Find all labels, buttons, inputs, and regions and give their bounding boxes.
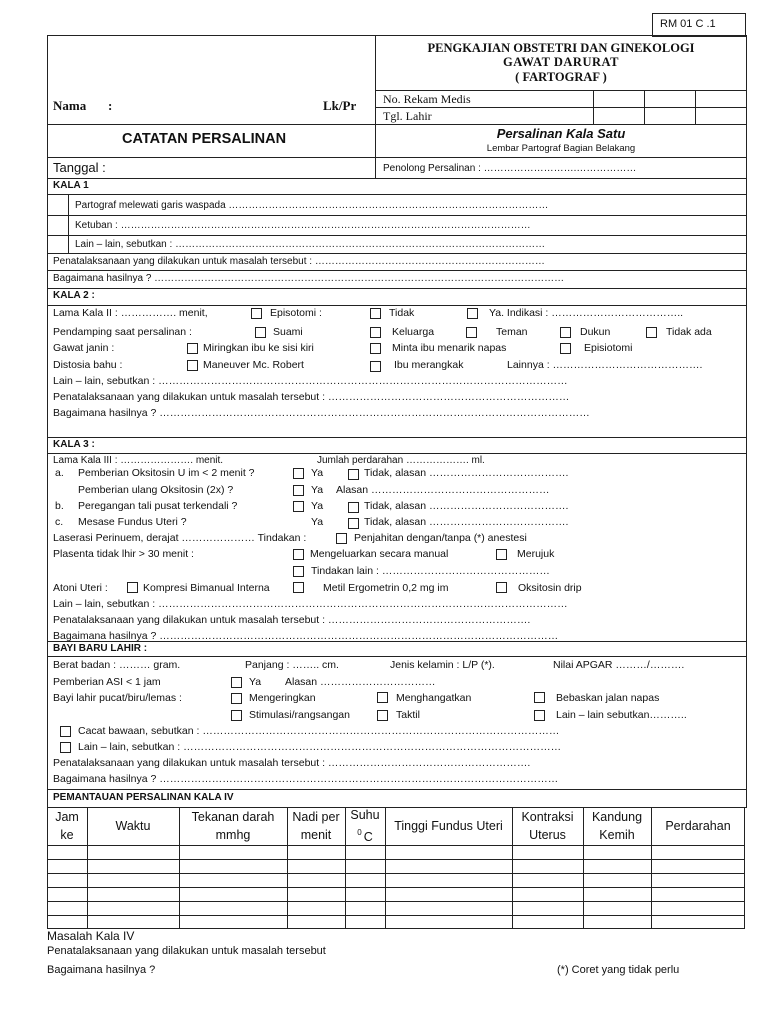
bayi-panjang: Panjang : …….. cm. (245, 659, 339, 671)
col-nadi-header (287, 807, 345, 845)
col-tekanan-line2: mmhg (215, 828, 251, 842)
kala2-title: KALA 2 : (53, 290, 95, 301)
kala2-keluarga: Keluarga (392, 326, 435, 338)
tanggal-label: Tanggal : (53, 160, 106, 175)
bayi-lain-checkbox[interactable] (534, 710, 545, 721)
penjahitan-checkbox[interactable] (336, 533, 347, 544)
bayi-asi-ya: Ya (249, 676, 262, 688)
kala2-tidak-ada: Tidak ada (666, 326, 712, 338)
kala1-lain: Lain – lain, sebutkan : ………………………………………………………………………………………………… (75, 239, 546, 250)
kala2-hasil: Bagaimana hasilnya ? …………………………………………………………………………………………………………… (53, 407, 590, 419)
kala3-lama: Lama Kala III : …………………. menit. (53, 455, 224, 466)
catatan-persalinan-title: CATATAN PERSALINAN (122, 131, 287, 147)
form-title-3: ( FARTOGRAF ) (515, 70, 607, 84)
nama-label: Nama (53, 98, 87, 113)
kala2-lainnya: Lainnya : ……………………………………. (507, 359, 703, 371)
kala2-minta-napas: Minta ibu menarik napas (392, 342, 507, 354)
kala2-distosia: Distosia bahu : (53, 359, 123, 371)
kala1-check-3[interactable] (48, 236, 68, 253)
form-title-2: GAWAT DARURAT (503, 55, 619, 69)
stimulasi-checkbox[interactable] (231, 710, 242, 721)
col-jam-line1: Jam (55, 810, 79, 824)
kala3-manual: Mengeluarkan secara manual (310, 548, 449, 560)
col-jam-header (47, 807, 87, 845)
kala2-miringkan: Miringkan ibu ke sisi kiri (203, 342, 314, 354)
cacat-checkbox[interactable] (60, 726, 71, 737)
kala2-lain: Lain – lain, sebutkan : ……………………………………………………………………………………………………… (53, 375, 568, 387)
kala3-kompresi: Kompresi Bimanual Interna (143, 582, 270, 594)
kala3-penatalaksanaan: Penatalaksanaan yang dilakukan untuk masalah tersebut : …………………………………………………. (53, 614, 531, 626)
kala2-pendamping: Pendamping saat persalinan : (53, 326, 192, 338)
oksitosin-ya-checkbox[interactable] (293, 468, 304, 479)
bayi-pucat: Bayi lahir pucat/biru/lemas : (53, 692, 182, 704)
kala2-ya-indikasi: Ya. Indikasi : ……………………………….. (489, 307, 684, 319)
kala3-title: KALA 3 : (53, 439, 95, 450)
form-title-1: PENGKAJIAN OBSTETRI DAN GINEKOLOGI (427, 41, 695, 55)
kala3-a-text: Pemberian Oksitosin U im < 2 menit ? (78, 467, 255, 479)
footer-penatalaksanaan: Penatalaksanaan yang dilakukan untuk masalah tersebut (47, 945, 326, 957)
bayi-penatalaksanaan: Penatalaksanaan yang dilakukan untuk masalah tersebut : …………………………………………………. (53, 757, 531, 769)
bayi-lain-sebutkan: Lain – lain sebutkan……….. (556, 709, 687, 721)
col-suhu-sup: 0 (357, 828, 362, 838)
col-tinggi-label: Tinggi Fundus Uteri (394, 819, 503, 833)
col-suhu-unit: C (363, 829, 373, 844)
kala2-episiotomi: Episotomi : (270, 307, 322, 319)
kala3-atoni: Atoni Uteri : (53, 582, 108, 594)
kala2-episiotomi-2: Episiotomi (584, 342, 633, 354)
ulang-ya-checkbox[interactable] (293, 485, 304, 496)
minta-napas-checkbox[interactable] (370, 343, 381, 354)
col-jam-line2: ke (60, 828, 74, 842)
kala3-a-label: a. (55, 467, 64, 479)
metil-checkbox[interactable] (293, 582, 304, 593)
dukun-checkbox[interactable] (560, 327, 571, 338)
kala3-ulang-alasan: Alasan …………………………………………… (336, 484, 550, 496)
episiotomi-tidak-checkbox[interactable] (370, 308, 381, 319)
kompresi-checkbox[interactable] (127, 582, 138, 593)
peregangan-ya-checkbox[interactable] (293, 501, 304, 512)
tidak-ada-checkbox[interactable] (646, 327, 657, 338)
col-kontraksi-header (512, 807, 583, 845)
miringkan-checkbox[interactable] (187, 343, 198, 354)
bebaskan-checkbox[interactable] (534, 692, 545, 703)
col-perdarahan-label: Perdarahan (665, 819, 731, 833)
episiotomi-ya-checkbox[interactable] (467, 308, 478, 319)
footer-masalah: Masalah Kala IV (47, 929, 135, 943)
lkpr-label: Lk/Pr (323, 98, 357, 113)
kala3-penjahitan: Penjahitan dengan/tanpa (*) anestesi (354, 532, 527, 544)
kala3-a-ya: Ya (311, 467, 324, 479)
col-kandung-header (583, 807, 651, 845)
kala2-maneuver: Maneuver Mc. Robert (203, 359, 304, 371)
episiotomi-checkbox[interactable] (251, 308, 262, 319)
col-tinggi-header (385, 807, 512, 845)
manual-checkbox[interactable] (293, 549, 304, 560)
kala3-metil: Metil Ergometrin 0,2 mg im (323, 582, 449, 594)
bayi-taktil: Taktil (396, 709, 420, 721)
ibu-merangkak-checkbox[interactable] (370, 361, 381, 372)
kala3-c-label: c. (55, 516, 64, 528)
kala3-tindakan-lain: Tindakan lain : ………………………………………… (311, 565, 550, 577)
col-waktu-header (87, 807, 179, 845)
no-rm-field-2[interactable] (645, 91, 695, 107)
kala1-title: KALA 1 (53, 180, 89, 191)
nama-colon: : (108, 98, 113, 113)
asi-ya-checkbox[interactable] (231, 677, 242, 688)
episiotomi-2-checkbox[interactable] (560, 343, 571, 354)
kala3-ulang-ya: Ya (311, 484, 324, 496)
suami-checkbox[interactable] (255, 327, 266, 338)
kala3-hasil: Bagaimana hasilnya ? …………………………………………………………………………………………………… (53, 630, 559, 642)
col-nadi-line2: menit (300, 828, 332, 842)
bayi-hasil: Bagaimana hasilnya ? …………………………………………………………………………………………………… (53, 773, 559, 785)
no-rm-field-3[interactable] (696, 91, 746, 107)
mesase-tidak-checkbox[interactable] (348, 518, 359, 529)
maneuver-checkbox[interactable] (187, 360, 198, 371)
bayi-asi-alasan: Alasan …………………………… (285, 676, 436, 688)
kala1-partograf: Partograf melewati garis waspada …………………………………………………………………………………… (75, 200, 549, 211)
kala2-tidak: Tidak (389, 307, 415, 319)
peregangan-tidak-checkbox[interactable] (348, 502, 359, 513)
footer-coret: (*) Coret yang tidak perlu (557, 964, 680, 976)
footer-hasil: Bagaimana hasilnya ? (47, 964, 156, 976)
bayi-jenis-kelamin: Jenis kelamin : L/P (*). (390, 659, 495, 671)
col-nadi-line1: Nadi per (292, 810, 340, 824)
col-tekanan-header (179, 807, 287, 845)
bayi-menghangatkan: Menghangatkan (396, 692, 472, 704)
kala3-lain: Lain – lain, sebutkan : ……………………………………………………………………………………………………… (53, 598, 568, 610)
kala3-c-text: Mesase Fundus Uteri ? (78, 516, 187, 528)
kala1-check-1[interactable] (48, 195, 68, 215)
col-tekanan-line1: Tekanan darah (191, 810, 275, 824)
kala1-ketuban: Ketuban : …………………………………………………………………………………………………………… (75, 220, 531, 231)
tgl-lahir-field[interactable] (594, 108, 746, 124)
kala3-a-tidak: Tidak, alasan …………………………………. (364, 467, 569, 479)
kala2-dukun: Dukun (580, 326, 611, 338)
kala3-c-ya: Ya (311, 516, 324, 528)
bayi-bebaskan: Bebaskan jalan napas (556, 692, 660, 704)
mengeringkan-checkbox[interactable] (231, 693, 242, 704)
menghangatkan-checkbox[interactable] (377, 692, 388, 703)
kala4-title: PEMANTAUAN PERSALINAN KALA IV (53, 792, 234, 803)
bayi-cacat: Cacat bawaan, sebutkan : ………………………………………………………………………………………… (78, 725, 560, 737)
kala2-gawat-janin: Gawat janin : (53, 342, 115, 354)
col-suhu-header (345, 807, 385, 845)
oksitosin-tidak-checkbox[interactable] (348, 469, 359, 480)
kala3-plasenta: Plasenta tidak lhir > 30 menit : (53, 548, 194, 560)
kala2-ibu-merangkak: Ibu merangkak (394, 359, 464, 371)
kala1-check-2[interactable] (48, 216, 68, 235)
kala2-penatalaksanaan: Penatalaksanaan yang dilakukan untuk masalah tersebut : …………………………………………………………… (53, 391, 570, 403)
kala-satu-title: Persalinan Kala Satu (496, 126, 626, 141)
kala2-suami: Suami (273, 326, 303, 338)
col-suhu-line2 (357, 824, 372, 845)
no-rm-field-1[interactable] (594, 91, 644, 107)
kala-satu-subtitle: Lembar Partograf Bagian Belakang (486, 143, 636, 154)
col-perdarahan-header (651, 807, 745, 845)
tanggal-field[interactable] (118, 159, 372, 177)
no-rm-label: No. Rekam Medis (383, 92, 471, 106)
bayi-stimulasi: Stimulasi/rangsangan (249, 709, 350, 721)
kala3-jumlah: Jumlah perdarahan ………………. ml. (317, 455, 485, 466)
kala3-merujuk: Merujuk (517, 548, 555, 560)
bayi-title: BAYI BARU LAHIR : (53, 643, 148, 654)
kala3-ulang: Pemberian ulang Oksitosin (2x) ? (78, 484, 234, 496)
bayi-asi: Pemberian ASI < 1 jam (53, 676, 161, 688)
oksitosin-drip-checkbox[interactable] (496, 582, 507, 593)
kala3-oksitosin-drip: Oksitosin drip (518, 582, 582, 594)
bayi-apgar: Nilai APGAR ………/………. (553, 659, 685, 671)
col-kontraksi-line1: Kontraksi (521, 810, 574, 824)
col-kandung-line1: Kandung (591, 810, 643, 824)
col-waktu-label: Waktu (115, 819, 151, 833)
kala1-hasil: Bagaimana hasilnya ? …………………………………………………………………………………………………………… (53, 273, 565, 284)
bayi-lain-2-checkbox[interactable] (60, 742, 71, 753)
taktil-checkbox[interactable] (377, 710, 388, 721)
col-kontraksi-line2: Uterus (529, 828, 566, 842)
tgl-lahir-label: Tgl. Lahir (383, 109, 432, 123)
tindakan-lain-checkbox[interactable] (293, 566, 304, 577)
kala3-c-tidak: Tidak, alasan …………………………………. (364, 516, 569, 528)
kala2-teman: Teman (496, 326, 528, 338)
teman-checkbox[interactable] (466, 327, 477, 338)
kala1-penatalaksanaan: Penatalaksanaan yang dilakukan untuk masalah tersebut : …………………………………………………………… (53, 256, 545, 267)
kala3-laserasi: Laserasi Perinuem, derajat ………………… Tindakan : (53, 532, 307, 544)
kala2-lama: Lama Kala II : ……………. menit, (53, 307, 208, 319)
kala3-b-text: Peregangan tali pusat terkendali ? (78, 500, 238, 512)
bayi-lain: Lain – lain, sebutkan : ……………………………………………………………………………………………… (78, 741, 562, 753)
form-code: RM 01 C .1 (660, 18, 716, 30)
penolong-label: Penolong Persalinan : ……………………….……………… (383, 163, 637, 174)
kala3-b-label: b. (55, 500, 64, 512)
bayi-berat: Berat badan : ……… gram. (53, 659, 181, 671)
keluarga-checkbox[interactable] (370, 327, 381, 338)
merujuk-checkbox[interactable] (496, 549, 507, 560)
bayi-mengeringkan: Mengeringkan (249, 692, 316, 704)
kala3-b-ya: Ya (311, 500, 324, 512)
col-suhu-line1: Suhu (350, 808, 380, 823)
nama-field[interactable] (120, 96, 310, 116)
kala3-b-tidak: Tidak, alasan …………………………………. (364, 500, 569, 512)
col-kandung-line2: Kemih (599, 828, 635, 842)
